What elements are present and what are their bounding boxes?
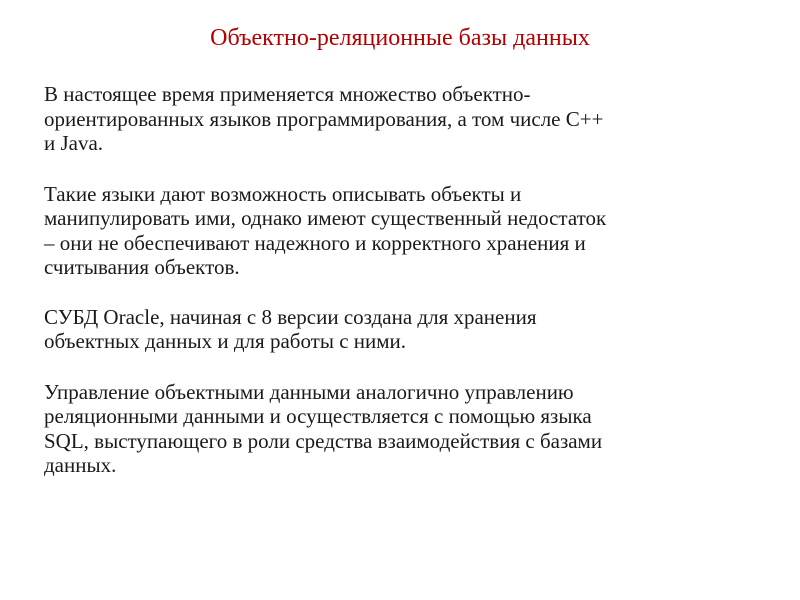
slide-body	[44, 82, 769, 504]
paragraph-oop-languages: В настоящее время применяется множество объектно- ориентированных языков программирования, а том числе С++ и Java.	[44, 82, 604, 155]
slide-title: Объектно-реляционные базы данных	[210, 25, 590, 51]
paragraph-languages-drawback: Такие языки дают возможность описывать объекты и манипулировать ими, однако имеют существенный недостаток – они не обеспечивают надежного и корректного хранения и считывания объектов.	[44, 181, 607, 279]
paragraph-object-data-management: Управление объектными данными аналогично управлению реляционными данными и осуществляется с помощью языка SQL, выступающего в роли средства взаимодействия с базами данных.	[44, 379, 603, 477]
paragraph-oracle-dbms: СУБД Oracle, начиная с 8 версии создана для хранения объектных данных и для работы с ними.	[44, 304, 537, 353]
